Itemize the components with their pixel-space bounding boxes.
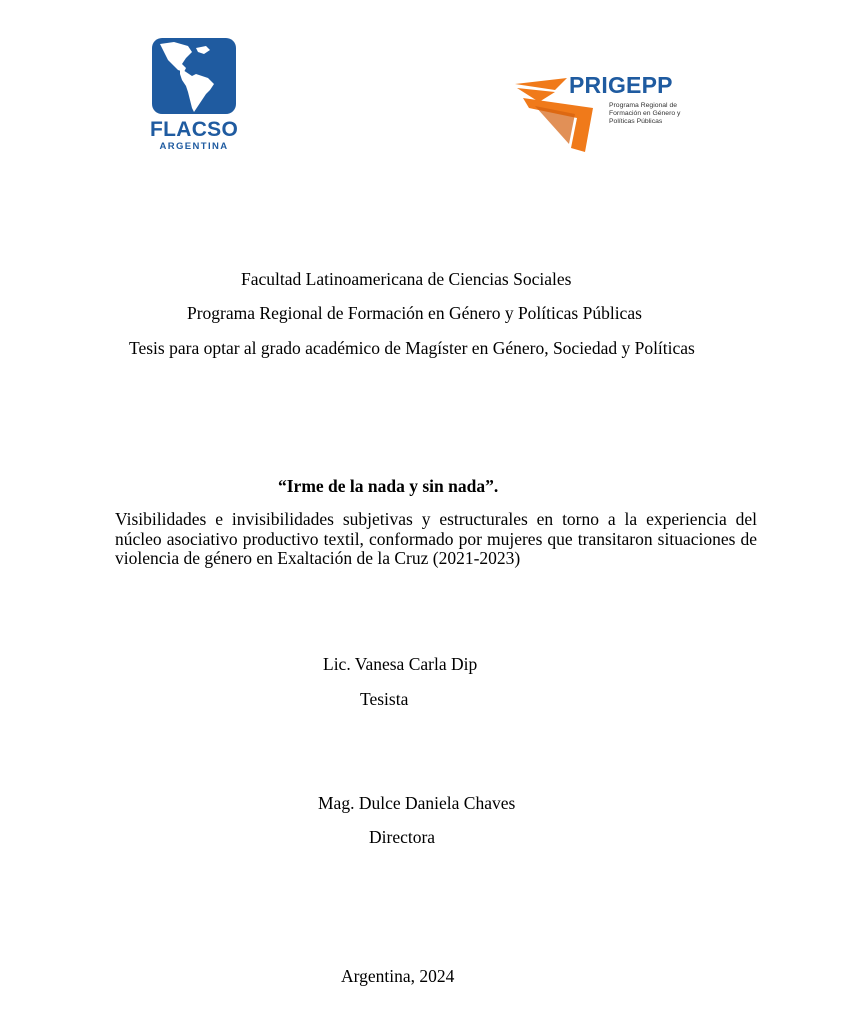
director-name: Mag. Dulce Daniela Chaves bbox=[318, 793, 516, 813]
prigepp-wordmark: PRIGEPP bbox=[569, 72, 673, 98]
author-role: Tesista bbox=[360, 689, 409, 709]
faculty-name: Facultad Latinoamericana de Ciencias Sociales bbox=[241, 269, 572, 289]
program-name: Programa Regional de Formación en Género y Políticas Públicas bbox=[187, 303, 642, 323]
flacso-subtitle: ARGENTINA bbox=[159, 141, 229, 152]
degree-line: Tesis para optar al grado académico de Magíster en Género, Sociedad y Políticas bbox=[129, 338, 695, 358]
author-name: Lic. Vanesa Carla Dip bbox=[323, 654, 478, 674]
flacso-logo bbox=[150, 38, 238, 154]
thesis-subtitle: Visibilidades e invisibilidades subjetivas y estructurales en torno a la experiencia del núcleo asociativo productivo textil, conformado por mujeres que transitaron situaciones de violencia de género en Exaltación de la Cruz (2021-2023) bbox=[115, 509, 757, 568]
thesis-title: “Irme de la nada y sin nada”. bbox=[278, 476, 499, 496]
flacso-wordmark: FLACSO bbox=[150, 118, 239, 141]
director-role: Directora bbox=[369, 827, 436, 847]
prigepp-subtitle: Programa Regional de Formación en Género y Políticas Públicas bbox=[609, 102, 681, 125]
americas-map-icon bbox=[152, 38, 236, 114]
prigepp-logo bbox=[515, 70, 690, 155]
place-date: Argentina, 2024 bbox=[341, 966, 455, 986]
